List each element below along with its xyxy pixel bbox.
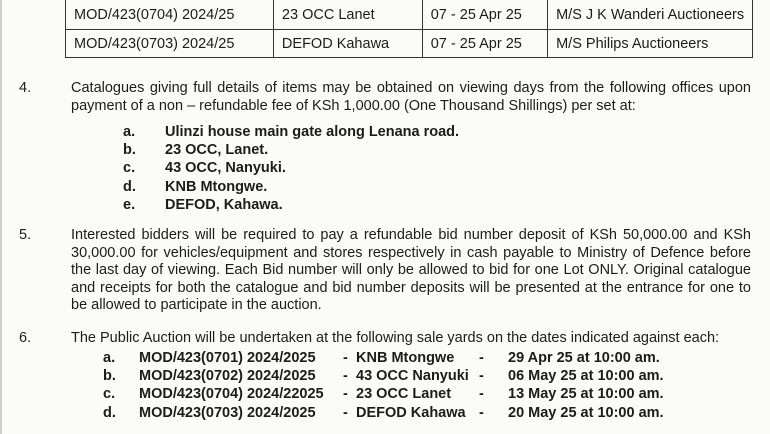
list-item <box>103 385 763 403</box>
list-item <box>123 159 459 177</box>
section-number: 6. <box>19 330 32 346</box>
lot-ref: MOD/423(0702) 2024/2025 <box>139 368 316 385</box>
sale-yard: DEFOD Kahawa <box>356 404 466 421</box>
separator: - <box>479 386 484 403</box>
list-item <box>123 123 459 141</box>
sale-yard: 23 OCC Lanet <box>356 386 452 403</box>
list-item <box>103 367 763 385</box>
lots-table <box>65 0 753 58</box>
list-letter: b. <box>103 368 116 385</box>
section-text: The Public Auction will be undertaken at the following sale yards on the dates indicated against each: <box>71 330 720 346</box>
list-letter: a. <box>103 350 116 366</box>
separator: - <box>479 350 484 366</box>
table-row <box>66 30 753 58</box>
lot-ref: MOD/423(0703) 2024/2025 <box>139 404 316 421</box>
list-letter: d. <box>123 178 136 195</box>
office-list <box>123 123 459 214</box>
auction-date: 06 May 25 at 10:00 am. <box>508 368 664 385</box>
sale-yard: 43 OCC Nanyuki <box>356 368 469 385</box>
office-name: 43 OCC, Nanyuki. <box>165 160 286 177</box>
office-name: DEFOD, Kahawa. <box>165 196 283 213</box>
page-edge <box>0 0 2 434</box>
auctioneer-cell: M/S J K Wanderi Auctioneers <box>548 1 753 30</box>
sale-yard-cell: DEFOD Kahawa <box>273 30 422 58</box>
sale-yard: KNB Mtongwe <box>356 350 455 366</box>
office-name: Ulinzi house main gate along Lenana road. <box>165 124 460 140</box>
viewing-dates-cell: 07 - 25 Apr 25 <box>422 1 547 30</box>
table-row <box>66 1 753 30</box>
separator: - <box>479 368 484 385</box>
lot-ref-cell: MOD/423(0703) 2024/25 <box>66 30 274 58</box>
viewing-dates-cell: 07 - 25 Apr 25 <box>422 30 547 58</box>
separator: - <box>343 350 348 366</box>
list-item <box>123 141 459 159</box>
auction-date: 20 May 25 at 10:00 am. <box>508 404 664 421</box>
auction-date: 29 Apr 25 at 10:00 am. <box>508 350 660 366</box>
section-text: Interested bidders will be required to pay a refundable bid number deposit of KSh 50,000.00 and KSh 30,000.00 for vehicles/equipment and stores respectively in cash payable to Ministry of Defence before the last day of viewing. Each Bid number will only be allowed to bid for one Lot ONLY. Original catalogue and receipts for both the catalogue and bid number deposits will be presented at the entrance for one to be allowed to participate in the auction. <box>71 227 751 314</box>
list-item <box>123 178 459 196</box>
auction-schedule <box>103 349 763 422</box>
section-number: 5. <box>19 227 32 243</box>
separator: - <box>343 368 348 385</box>
list-letter: b. <box>123 142 136 159</box>
lot-ref-cell: MOD/423(0704) 2024/25 <box>66 1 274 30</box>
list-item <box>103 349 763 367</box>
office-name: 23 OCC, Lanet. <box>165 142 269 159</box>
list-item <box>123 196 459 214</box>
section-number: 4. <box>19 80 32 96</box>
separator: - <box>479 404 484 421</box>
lot-ref: MOD/423(0704) 2024/22025 <box>139 386 324 403</box>
list-item <box>103 404 763 422</box>
auction-date: 13 May 25 at 10:00 am. <box>508 386 664 403</box>
office-name: KNB Mtongwe. <box>165 178 268 195</box>
list-letter: e. <box>123 196 136 213</box>
separator: - <box>343 404 348 421</box>
auctioneer-cell: M/S Philips Auctioneers <box>548 30 753 58</box>
sale-yard-cell: 23 OCC Lanet <box>273 1 422 30</box>
separator: - <box>343 386 348 403</box>
list-letter: c. <box>123 160 136 177</box>
list-letter: c. <box>103 386 116 403</box>
list-letter: a. <box>123 124 136 140</box>
list-letter: d. <box>103 404 116 421</box>
lot-ref: MOD/423(0701) 2024/2025 <box>139 350 316 366</box>
section-text: Catalogues giving full details of items may be obtained on viewing days from the following offices upon payment of a non – refundable fee of KSh 1,000.00 (One Thousand Shillings) per set at: <box>71 80 751 114</box>
